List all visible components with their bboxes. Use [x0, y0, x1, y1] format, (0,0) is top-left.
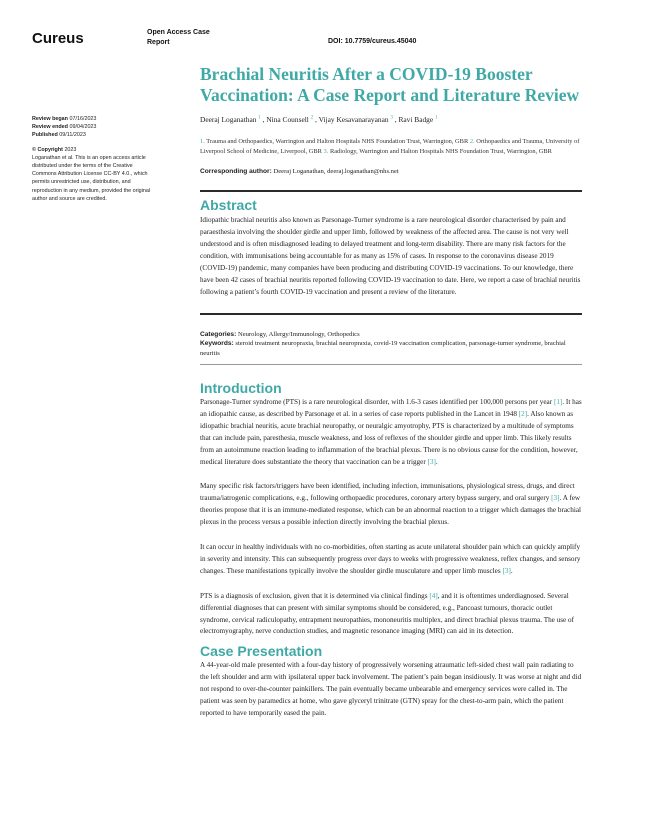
abstract-text: Idiopathic brachial neuritis also known as Parsonage-Turner syndrome is a rare neurological disorder characterised by pain and paraesthesia involving the shoulder girdle and upper limb, followed by weakness of the affected area. The cause is not very well understood and is often misdiagnosed leading to delayed treatment and long-term disability. There are many risk factors for the condition, with immunisations being accountable for as many as 15% of cases. In response to the coronavirus disease 2019 (COVID-19) pandemic, many companies have been producing and distributing COVID-19 vaccinations. To our knowledge, there have been 42 cases of brachial neuritis reported following COVID-19 vaccination to date. Here, we report a case of brachial neuritis following a patient’s fourth COVID-19 vaccination and present a review of the literature. [200, 216, 581, 296]
review-ended: Review ended 09/04/2023 [32, 124, 97, 131]
intro-paragraph-4: PTS is a diagnosis of exclusion, given that it is determined via clinical findings [4], and it is oftentimes underdiagnosed. Several differential diagnoses that can present with similar symptoms should be considered, e.g., Pancoast tumours, thoracic outlet syndrome, cervical radiculopathy, entrapment neuropathies, mononeuritis multiplex, and direct brachial plexus trauma. The use of electromyography, nerve conduction studies, and magnetic resonance imaging (MRI) can aid in its detection. [200, 591, 575, 636]
categories-block [200, 330, 582, 358]
intro-paragraph-3: It can occur in healthy individuals with no co-morbidities, often starting as acute unilateral shoulder pain which can quickly amplify in severity and intensity. This can subsequently progress over days to weeks with progressive weakness, reflex changes, and sensory changes. These manifestations typically involve the shoulder girdle musculature and upper limb muscles [3]. [200, 543, 581, 575]
introduction-heading: Introduction [200, 379, 282, 396]
intro-paragraph-2: Many specific risk factors/triggers have been identified, including infection, immunisations, physiological stress, drugs, and direct trauma/iatrogenic complications, e.g., following orthopaedic procedures, coronary artery bypass surgery, and oral surgery [3]. A few theories propose that it is an immune-mediated response, which can be an abnormal reaction to a trigger which damages the brachial plexus in the process versus a possible infection directly involving the brachial plexus. [200, 482, 582, 527]
affiliations: 1. Trauma and Orthopaedics, Warrington and Halton Hospitals NHS Foundation Trust, Warrington, GBR 2. Orthopaedics and Trauma, University of Liverpool School of Medicine, Liverpool, GBR 3. Radiology, Warrington and Halton Hospitals NHS Foundation Trust, Warrington, GBR [200, 138, 580, 156]
report-type-line2: Report [147, 39, 170, 46]
published-date: Published 09/11/2023 [32, 132, 86, 139]
report-type [147, 28, 227, 48]
citation-link[interactable]: [3] [502, 566, 511, 575]
author-list: Deeraj Loganathan $^1$ , Nina Counsell $^2$ , Vijay Kesavanarayanan $^3$ , Ravi Badge $^1$ [200, 115, 438, 124]
case-paragraph: A 44-year-old male presented with a four-day history of progressively worsening atraumatic left-sided chest wall pain radiating to the left shoulder and arm with ipsilateral upper back involvement. The patient’s pain began insidiously. It was worse at night and did not respond to over-the-counter painkillers. The pain eventually became unbearable and emergency services were called in. The patient was seen by paramedics at home, who gave glyceryl trinitrate (GTN) spray for the chest-to-arm pain, which the patient reported to have temporarily eased the pain. [200, 661, 582, 717]
citation-link[interactable]: [4] [429, 591, 438, 600]
case-presentation-heading: Case Presentation [200, 643, 323, 660]
citation-link[interactable]: [3] [551, 494, 560, 503]
copyright: © Copyright 2023 [32, 146, 77, 153]
review-began: Review began 07/16/2023 [32, 116, 97, 122]
license-text: Loganathan et al. This is an open access article distributed under the terms of the Creative Commons Attribution License CC-BY 4.0., which permits unrestricted use, distribution, and reproduction in any medium, provided the original author and source are credited. [32, 154, 151, 202]
affiliation: Radiology, Warrington and Halton Hospitals NHS Foundation Trust, Warrington, GBR [329, 148, 552, 156]
author-name[interactable]: Vijay Kesavanarayanan [318, 115, 389, 124]
affiliation: Trauma and Orthopaedics, Warrington and Halton Hospitals NHS Foundation Trust, Warrington, GBR [206, 138, 469, 145]
article-main [200, 64, 582, 720]
author-name[interactable]: Ravi Badge [398, 115, 434, 124]
doi: DOI: 10.7759/cureus.45040 [328, 38, 417, 45]
categories-line: Categories: Neurology, Allergy/Immunology, Orthopedics [200, 330, 360, 338]
publication-sidebar [32, 115, 160, 203]
report-type-line1: Open Access Case [147, 29, 210, 36]
author-name[interactable]: Nina Counsell [266, 115, 309, 124]
corresponding-author: Corresponding author: Deeraj Loganathan, deeraj.loganathan@nhs.net [200, 168, 399, 176]
section-divider [200, 364, 582, 365]
affiliation: Orthopaedics and Trauma, University of Liverpool School of Medicine, Liverpool, GBR [200, 138, 580, 156]
section-divider [200, 313, 582, 315]
abstract-heading: Abstract [200, 197, 257, 214]
intro-paragraph-1: Parsonage-Turner syndrome (PTS) is a rare neurological disorder, with 1.6-3 cases identified per 100,000 persons per year [1]. It has an idiopathic cause, as described by Parsonage et al. in a series of case reports published in the Lancet in 1948 [2]. Also known as idiopathic brachial neuritis, acute brachial neuropathy, or neuralgic amyotrophy, PTS is characterized by a multitude of symptoms that can include pain, paresthesia, muscle weakness, and loss of reflexes of the shoulder girdle and upper limb. This likely results from an autoimmune reaction leading to inflammation of the brachial plexus. There is no obvious cause for the condition, however, medical literature does substantiate the theory that vaccination can be a trigger [3]. [200, 397, 582, 466]
citation-link[interactable]: [2] [518, 409, 528, 418]
citation-link[interactable]: [1] [553, 397, 563, 406]
citation-link[interactable]: [3] [427, 457, 436, 466]
keywords-line: Keywords: steroid treatment neuropraxia, brachial neuropraxia, covid-19 vaccination complication, parsonage-turner syndrome, brachial neuritis [200, 340, 566, 357]
author-name[interactable]: Deeraj Loganathan [200, 115, 257, 124]
corresponding-email[interactable]: Deeraj Loganathan, deeraj.loganathan@nhs.net [273, 168, 399, 176]
article-title: Brachial Neuritis After a COVID-19 Booster Vaccination: A Case Report and Literature Review [200, 64, 580, 105]
section-divider [200, 190, 582, 192]
journal-logo: Cureus [32, 30, 84, 47]
